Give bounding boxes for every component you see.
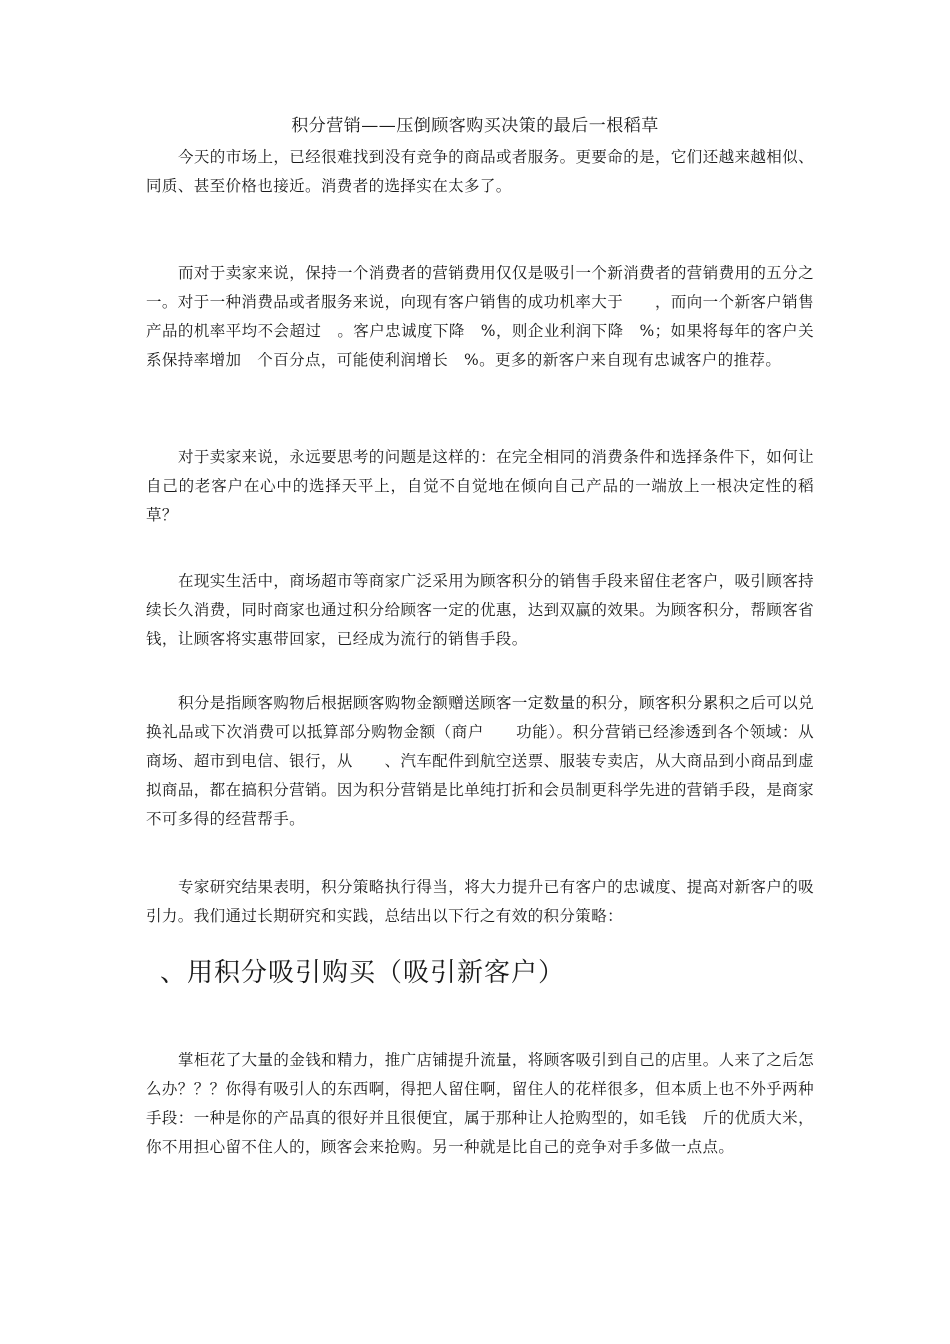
paragraph-points-definition: 积分是指顾客购物后根据顾客购物金额赠送顾客一定数量的积分，顾客积分累积之后可以兑换礼品或下次消费可以抵算部分购物金额（商户 功能）。积分营销已经渗透到各个领域：从商场、超市到电信、银行，从 、汽车配件到航空送票、服装专卖店，从大商品到小商品到虚拟商品，都在搞积分营销。因为积分营销是比单纯打折和会员制更科学先进的营销手段，是商家不可多得的经营帮手。 (146, 694, 815, 828)
paragraph-retention-cost: 而对于卖家来说，保持一个消费者的营销费用仅仅是吸引一个新消费者的营销费用的五分之一。对于一种消费品或者服务来说，向现有客户销售的成功机率大于 ，而向一个新客户销售产品的机率平均不会超过 。客户忠诚度下降 %，则企业利润下降 %；如果将每年的客户关系保持率增加 个百分点，可能使利润增长 %。更多的新客户来自现有忠诚客户的推荐。 (146, 264, 815, 369)
document-title: 积分营销——压倒顾客购买决策的最后一根稻草 (291, 116, 659, 136)
paragraph-seller-question: 对于卖家来说，永远要思考的问题是这样的：在完全相同的消费条件和选择条件下，如何让自己的老客户在心中的选择天平上，自觉不自觉地在倾向自己产品的一端放上一根决定性的稻草？ (146, 448, 815, 524)
paragraph-real-life: 在现实生活中，商场超市等商家广泛采用为顾客积分的销售手段来留住老客户，吸引顾客持续长久消费，同时商家也通过积分给顾客一定的优惠，达到双赢的效果。为顾客积分，帮顾客省钱，让顾客将实惠带回家，已经成为流行的销售手段。 (146, 572, 815, 648)
paragraph-expert-research: 专家研究结果表明，积分策略执行得当，将大力提升已有客户的忠诚度、提高对新客户的吸引力。我们通过长期研究和实践，总结出以下行之有效的积分策略： (146, 878, 815, 925)
section-heading: 、用积分吸引购买（吸引新客户） (160, 958, 566, 988)
paragraph-shopkeeper: 掌柜花了大量的金钱和精力，推广店铺提升流量，将顾客吸引到自己的店里。人来了之后怎么办？？？你得有吸引人的东西啊，得把人留住啊，留住人的花样很多，但本质上也不外乎两种手段：一种是你的产品真的很好并且很便宜，属于那种让人抢购型的，如毛钱 斤的优质大米，你不用担心留不住人的，顾客会来抢购。另一种就是比自己的竞争对手多做一点点。 (146, 1051, 815, 1156)
paragraph-market-competition: 今天的市场上，已经很难找到没有竞争的商品或者服务。更要命的是，它们还越来越相似、同质、甚至价格也接近。消费者的选择实在太多了。 (146, 148, 815, 195)
